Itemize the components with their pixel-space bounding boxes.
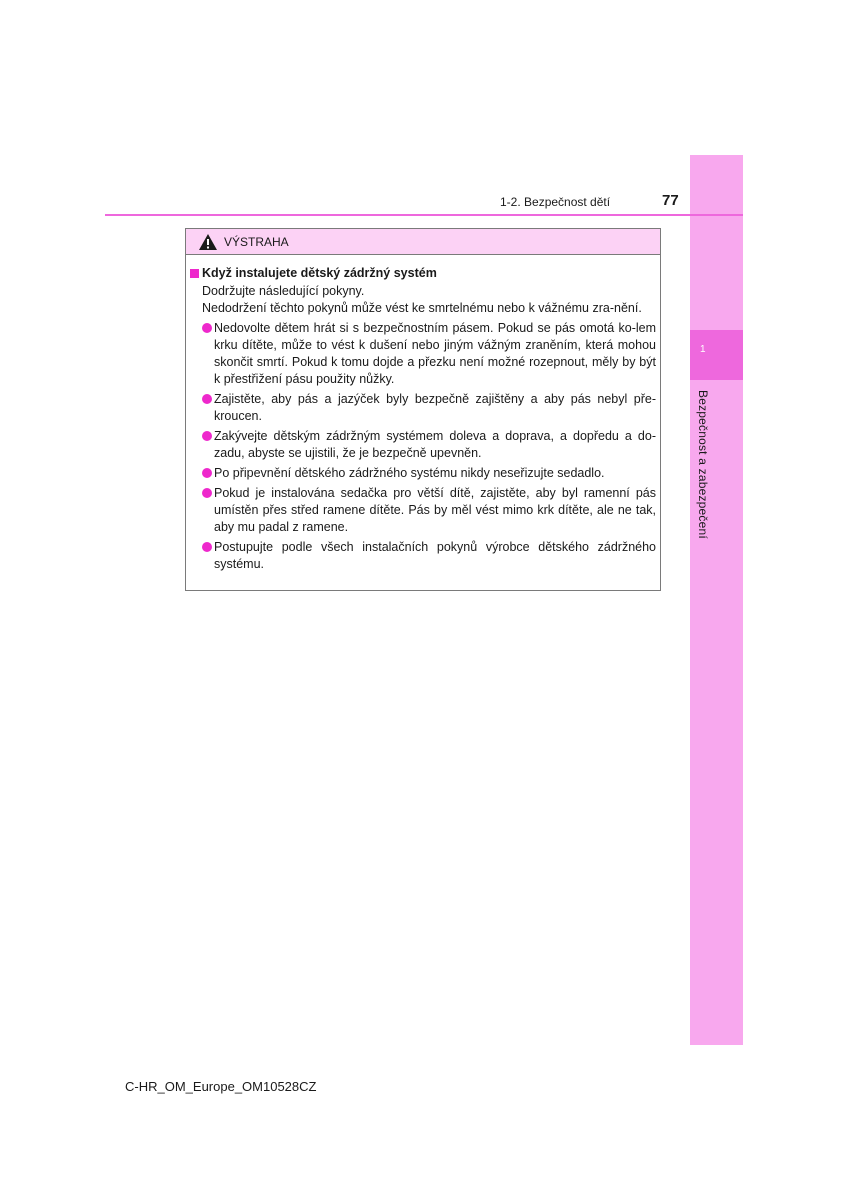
page-number: 77 bbox=[662, 192, 679, 209]
warning-body bbox=[186, 255, 660, 573]
bullet-text: Nedovolte dětem hrát si s bezpečnostním pásem. Pokud se pás omotá ko-lem krku dítěte, může to vést k dušení nebo jiným vážným zraněním, která mohou skončit smrtí. Pokud k tomu dojde a přezku není možné rozepnout, měly by být k přestřižení pásu použity nůžky. bbox=[214, 321, 656, 386]
bullet-text: Zakývejte dětským zádržným systémem doleva a doprava, a dopředu a do-zadu, abyste se ujistili, že je bezpečně upevněn. bbox=[214, 429, 656, 460]
bullet-text: Po připevnění dětského zádržného systému nikdy neseřizujte sedadlo. bbox=[214, 466, 605, 480]
bullet-dot-icon bbox=[202, 488, 212, 498]
bullet-text: Zajistěte, aby pás a jazýček byly bezpečně zajištěny a aby pás nebyl pře-kroucen. bbox=[214, 392, 656, 423]
square-bullet-icon bbox=[190, 269, 199, 278]
list-item bbox=[202, 428, 656, 462]
bullet-dot-icon bbox=[202, 431, 212, 441]
warning-box bbox=[185, 228, 661, 591]
bullet-dot-icon bbox=[202, 394, 212, 404]
warning-intro bbox=[190, 283, 660, 317]
list-item bbox=[202, 320, 656, 388]
section-title: 1-2. Bezpečnost dětí bbox=[500, 195, 611, 209]
bullet-text: Postupujte podle všech instalačních pokynů výrobce dětského zádržného systému. bbox=[214, 540, 656, 571]
warning-title: VÝSTRAHA bbox=[224, 234, 289, 249]
warning-header bbox=[186, 229, 660, 255]
chapter-number: 1 bbox=[700, 344, 706, 355]
warning-heading-text: Když instalujete dětský zádržný systém bbox=[202, 266, 437, 280]
bullet-dot-icon bbox=[202, 468, 212, 478]
warning-heading bbox=[190, 265, 660, 282]
header-divider bbox=[105, 214, 743, 216]
list-item bbox=[202, 465, 656, 482]
intro-line: Nedodržení těchto pokynů může vést ke smrtelnému nebo k vážnému zra-nění. bbox=[202, 301, 642, 315]
list-item bbox=[202, 391, 656, 425]
chapter-label: Bezpečnost a zabezpečení bbox=[696, 390, 710, 539]
chapter-number-block bbox=[690, 330, 743, 380]
bullet-dot-icon bbox=[202, 542, 212, 552]
chapter-side-tab bbox=[690, 155, 743, 1045]
list-item bbox=[202, 485, 656, 536]
intro-line: Dodržujte následující pokyny. bbox=[202, 284, 365, 298]
warning-triangle-icon bbox=[198, 233, 218, 251]
warning-bullet-list bbox=[190, 320, 660, 573]
document-code: C-HR_OM_Europe_OM10528CZ bbox=[125, 1079, 317, 1094]
bullet-dot-icon bbox=[202, 323, 212, 333]
bullet-text: Pokud je instalována sedačka pro větší dítě, zajistěte, aby byl ramenní pás umístěn přes střed ramene dítěte. Pás by měl vést mimo krk dítěte, ale ne tak, aby mu padal z ramene. bbox=[214, 486, 656, 534]
list-item bbox=[202, 539, 656, 573]
